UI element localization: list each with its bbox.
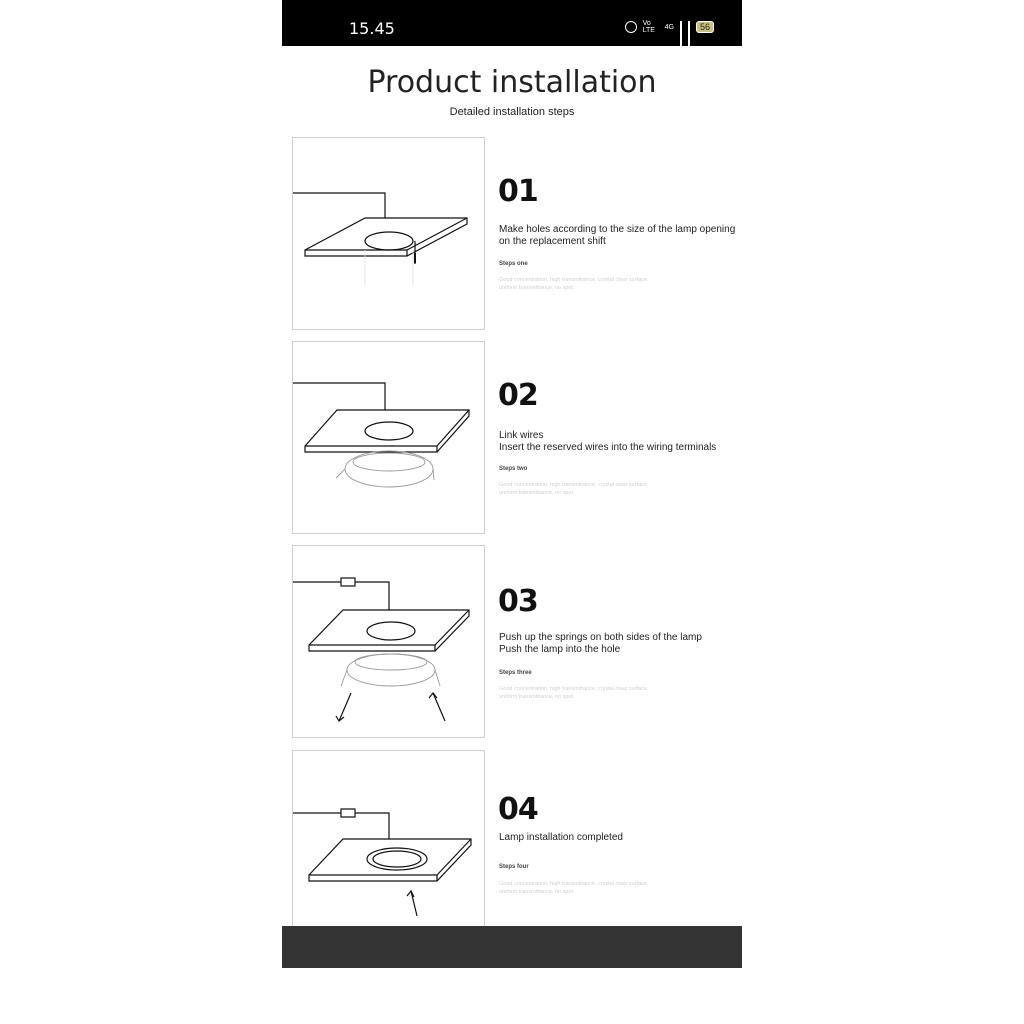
step-2-description: Link wires Insert the reserved wires into the wiring terminals	[499, 430, 717, 453]
battery-icon: 56	[696, 21, 714, 33]
step-3-illustration	[292, 545, 485, 738]
step-4-illustration	[292, 750, 485, 943]
step-2-faint-text: Good concentration, high transmittance, crystal clear surface, uniform transmittance, no spot.	[499, 482, 649, 496]
step-1-faint-text: Good concentration, high transmittance, crystal clear surface, uniform transmittance, no spot.	[499, 277, 649, 291]
volte-label: Vo LTE	[642, 20, 655, 34]
step-1-illustration	[292, 137, 485, 330]
status-time: 15.45	[349, 19, 395, 38]
signal-icon-2	[688, 21, 690, 33]
step-4-label: Steps four	[499, 864, 529, 870]
page-title: Product installation	[367, 65, 657, 100]
step-4-number: 04	[498, 792, 538, 827]
step-1-number: 01	[498, 174, 538, 209]
phone-screen	[282, 0, 742, 968]
step-2-number: 02	[498, 378, 538, 413]
step-1-label: Steps one	[499, 261, 528, 267]
step-3-number: 03	[498, 584, 538, 619]
step-3-faint-text: Good concentration, high transmittance, crystal clear surface, uniform transmittance, no spot.	[499, 686, 649, 700]
step-1-description: Make holes according to the size of the lamp opening on the replacement shift	[499, 224, 736, 247]
network-type: 4G	[664, 23, 674, 31]
step-3-description: Push up the springs on both sides of the lamp Push the lamp into the hole	[499, 632, 702, 655]
status-icons	[625, 20, 714, 34]
step-2-label: Steps two	[499, 466, 528, 472]
step-2-illustration	[292, 341, 485, 534]
page-subtitle: Detailed installation steps	[449, 106, 575, 118]
step-3-label: Steps three	[499, 670, 532, 676]
step-4-faint-text: Good concentration, high transmittance, crystal clear surface, uniform transmittance, no spot.	[499, 881, 649, 895]
step-4-description: Lamp installation completed	[499, 832, 623, 843]
navigation-bar	[282, 926, 742, 968]
alarm-icon	[625, 21, 637, 33]
status-bar	[282, 0, 742, 46]
signal-icon-1	[680, 21, 682, 33]
